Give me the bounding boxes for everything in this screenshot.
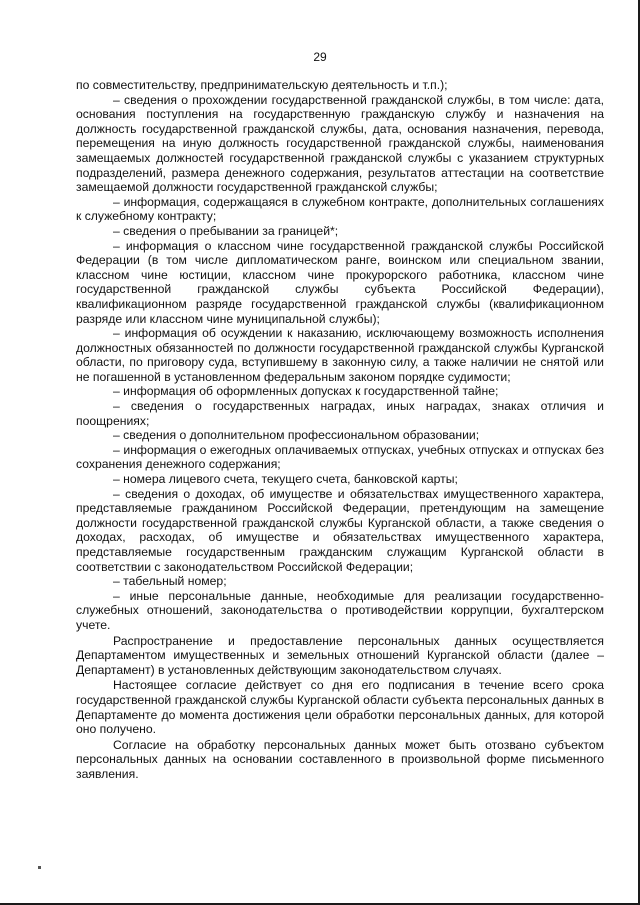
paragraph-4: – сведения о пребывании за границей*; xyxy=(113,223,339,238)
paragraph-9: – сведения о дополнительном профессиональном образовании; xyxy=(113,428,480,443)
document-body xyxy=(76,78,604,782)
paragraph-15: Распространение и предоставление персональных данных осуществляется Департаментом имущественных и земельных отношений Курганской области (далее – Департамент) в установленных действующим законодательством случаях. xyxy=(76,633,604,677)
paragraph-14: – иные персональные данные, необходимые для реализации государственно-служебных отношений, законодательства о противодействии коррупции, бухгалтерском учете. xyxy=(76,588,604,632)
paragraph-17: Согласие на обработку персональных данных может быть отозвано субъектом персональных данных на основании составленного в произвольной форме письменного заявления. xyxy=(76,737,604,781)
paragraph-16: Настоящее согласие действует со дня его подписания в течение всего срока государственной гражданской службы Курганской области субъекта персональных данных в Департаменте до момента достижения цели обработки персональных данных, для которой оно получено. xyxy=(76,678,604,737)
paragraph-1: по совместительству, предпринимательскую деятельность и т.п.); xyxy=(76,78,448,92)
paragraph-8: – сведения о государственных наградах, иных наградах, знаках отличия и поощрениях; xyxy=(76,399,604,428)
paragraph-11: – номера лицевого счета, текущего счета, банковской карты; xyxy=(113,472,458,487)
paragraph-12: – сведения о доходах, об имуществе и обязательствах имущественного характера, представляемые гражданином Российской Федерации, претендующим на замещение должности государственной гражданской службы Курганской области, а также сведения о доходах, расходах, об имуществе и обязательствах имущественного характера, представляемые государственным гражданским служащим Курганской области в соответствии с законодательством Российской Федерации; xyxy=(76,486,604,574)
paragraph-13: – табельный номер; xyxy=(113,574,227,589)
paragraph-10: – информация о ежегодных оплачиваемых отпусках, учебных отпусках и отпусках без сохранения денежного содержания; xyxy=(76,442,604,472)
paragraph-7: – информация об оформленных допусках к государственной тайне; xyxy=(113,384,499,399)
page-number: 29 xyxy=(313,50,327,64)
paragraph-5: – информация о классном чине государственной гражданской службы Российской Федерации (в том числе дипломатическом ранге, воинском или специальном звании, классном чине юстиции, классном чине прокурорского работника, классном чине государственной гражданской службы субъекта Российской Федерации), квалификационном разряде государственной гражданской службы (квалификационном разряде или классном чине муниципальной службы); xyxy=(76,238,604,326)
scan-speck xyxy=(38,866,41,869)
paragraph-6: – информация об осуждении к наказанию, исключающему возможность исполнения должностных обязанностей по должности государственной гражданской службы Курганской области, по приговору суда, вступившему в законную силу, а также наличии не снятой или не погашенной в установленном федеральным законом порядке судимости; xyxy=(76,326,604,384)
paragraph-2: – сведения о прохождении государственной гражданской службы, в том числе: дата, основания поступления на государственную гражданскую службу и назначения на должность государственной гражданской службы, дата, основания назначения, перевода, перемещения на иную должность государственной гражданской службы, наименования замещаемых должностей государственной гражданской службы с указанием структурных подразделений, размера денежного содержания, результатов аттестации на соответствие замещаемой должности государственной гражданской службы; xyxy=(76,92,604,195)
paragraph-3: – информация, содержащаяся в служебном контракте, дополнительных соглашениях к служебному контракту; xyxy=(76,194,604,224)
